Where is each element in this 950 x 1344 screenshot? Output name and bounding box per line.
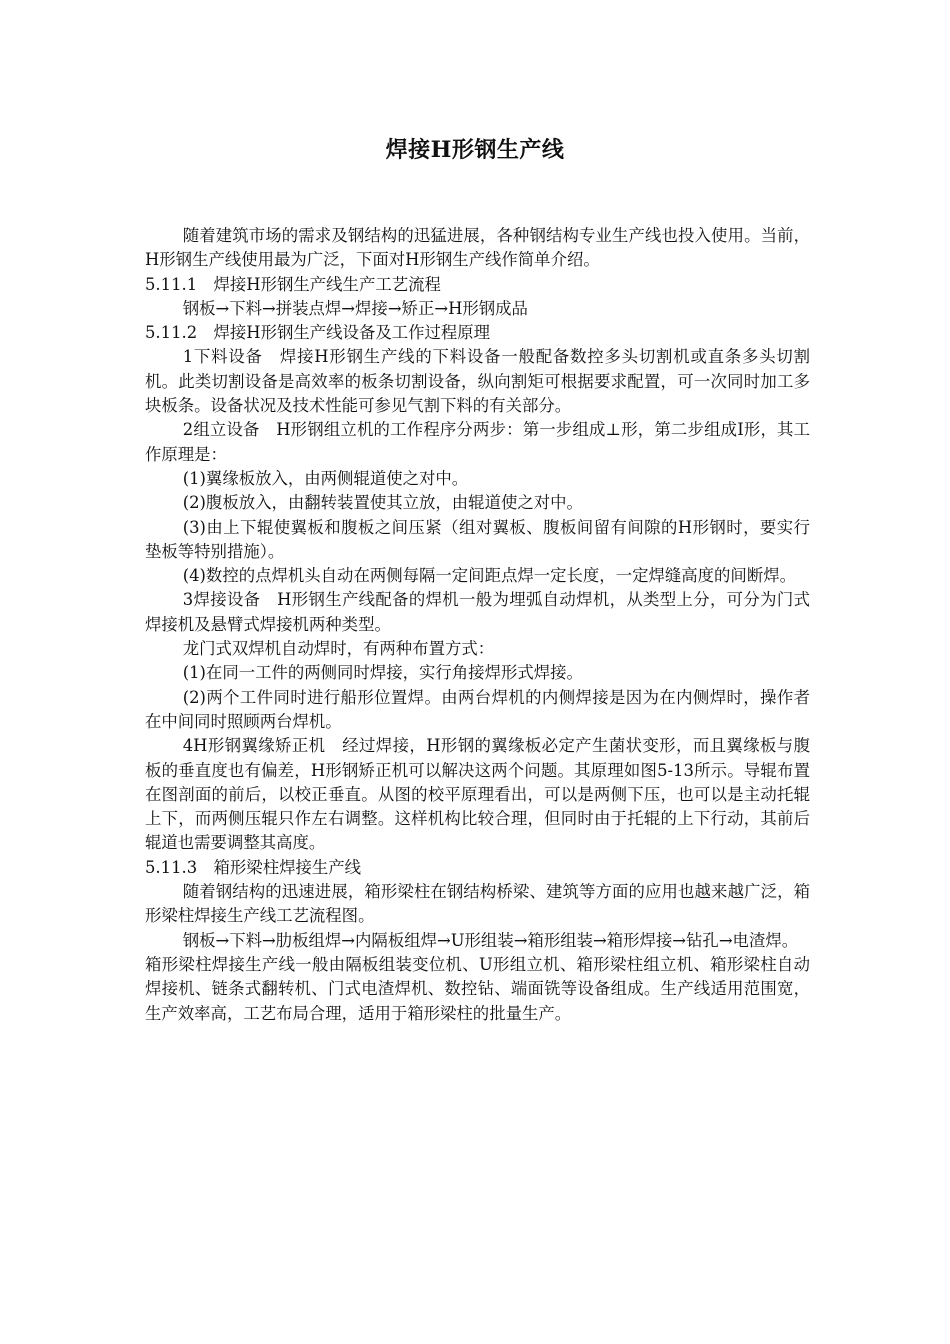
process-flow-h-beam: 钢板→下料→拼装点焊→焊接→矫正→H形钢成品 <box>182 298 528 318</box>
paragraph-intro: 随着建筑市场的需求及钢结构的迅猛进展，各种钢结构专业生产线也投入使用。当前，H形钢生产线使用最为广泛，下面对H形钢生产线作简单介绍。 <box>145 226 810 270</box>
paragraph-cutting-equipment: 1下料设备 焊接H形钢生产线的下料设备一般配备数控多头切割机或直条多头切割机。此类切割设备是高效率的板条切割设备，纵向割矩可根据要求配置，可一次同时加工多块板条。设备状况及技术性能可参见气割下料的有关部分。 <box>145 347 810 416</box>
list-item-assembly-3: (3)由上下辊使翼板和腹板之间压紧（组对翼板、腹板间留有间隙的H形钢时，要实行垫板等特别措施）。 <box>145 517 810 561</box>
section-heading-5-11-1: 5.11.1 焊接H形钢生产线生产工艺流程 <box>145 274 441 294</box>
section-heading-5-11-3: 5.11.3 箱形梁柱焊接生产线 <box>145 857 362 877</box>
paragraph-gantry-welding: 龙门式双焊机自动焊时，有两种布置方式： <box>182 639 495 659</box>
process-flow-box-beam: 钢板→下料→肋板组焊→内隔板组焊→U形组装→箱形组装→箱形焊接→钻孔→电渣焊。 <box>182 930 799 950</box>
document-title: 焊接H形钢生产线 <box>385 137 565 163</box>
document-body <box>145 224 810 1026</box>
list-item-assembly-2: (2)腹板放入，由翻转装置使其立放，由辊道使之对中。 <box>182 493 583 513</box>
paragraph-welding-equipment: 3焊接设备 H形钢生产线配备的焊机一般为埋弧自动焊机，从类型上分，可分为门式焊接机及悬臂式焊接机两种类型。 <box>145 590 810 634</box>
paragraph-straightening-machine: 4H形钢翼缘矫正机 经过焊接，H形钢的翼缘板必定产生菌状变形，而且翼缘板与腹板的垂直度也有偏差，H形钢矫正机可以解决这两个问题。其原理如图5-13所示。导辊布置在图剖面的前后，以校正垂直。从图的校平原理看出，可以是两侧下压，也可以是主动托辊上下，而两侧压辊只作左右调整。这样机构比较合理，但同时由于托辊的上下行动，其前后辊道也需要调整其高度。 <box>145 736 810 853</box>
section-heading-5-11-2: 5.11.2 焊接H形钢生产线设备及工作过程原理 <box>145 323 491 343</box>
list-item-assembly-1: (1)翼缘板放入，由两侧辊道使之对中。 <box>182 468 469 488</box>
paragraph-box-beam-intro: 随着钢结构的迅速进展，箱形梁柱在钢结构桥梁、建筑等方面的应用也越来越广泛，箱形梁柱焊接生产线工艺流程图。 <box>145 882 810 926</box>
list-item-assembly-4: (4)数控的点焊机头自动在两侧每隔一定间距点焊一定长度，一定焊缝高度的间断焊。 <box>182 566 796 586</box>
list-item-welding-1: (1)在同一工件的两侧同时焊接，实行角接焊形式焊接。 <box>182 663 583 683</box>
paragraph-assembly-equipment: 2组立设备 H形钢组立机的工作程序分两步：第一步组成⊥形，第二步组成I形，其工作原理是： <box>145 420 810 464</box>
paragraph-box-beam-line: 箱形梁柱焊接生产线一般由隔板组装变位机、U形组立机、箱形梁柱组立机、箱形梁柱自动焊接机、链条式翻转机、门式电渣焊机、数控钻、端面铣等设备组成。生产线适用范围宽，生产效率高，工艺布局合理，适用于箱形梁柱的批量生产。 <box>145 954 810 1023</box>
list-item-welding-2: (2)两个工件同时进行船形位置焊。由两台焊机的内侧焊接是因为在内侧焊时，操作者在中间同时照顾两台焊机。 <box>145 687 810 731</box>
